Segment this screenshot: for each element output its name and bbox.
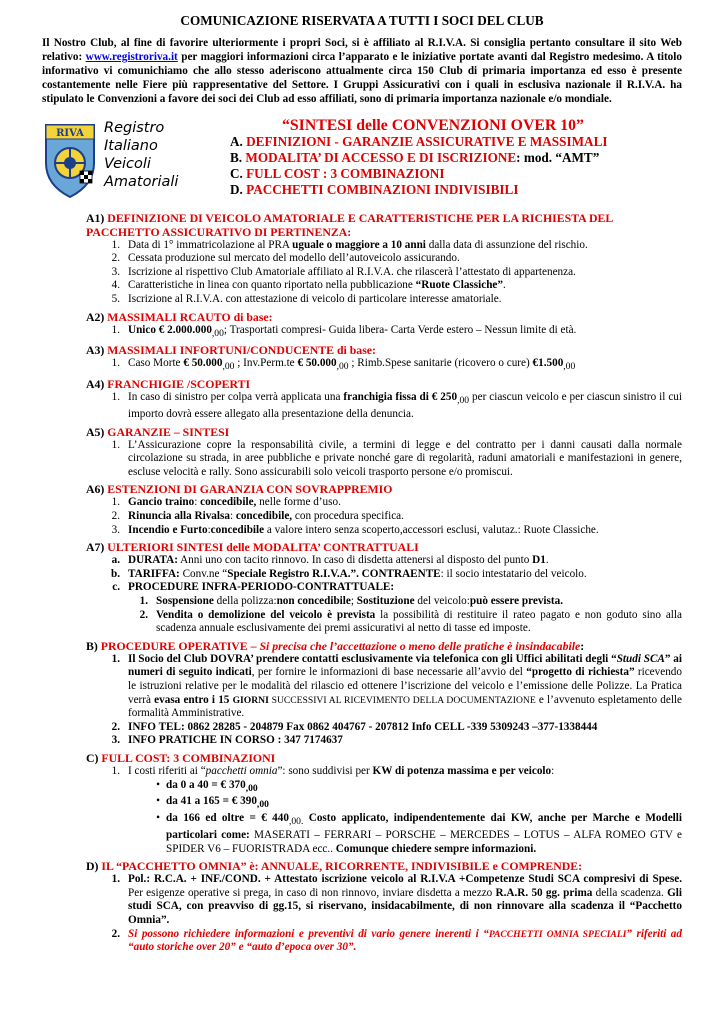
section-a2-heading: A2) MASSIMALI RCAUTO di base: [86, 309, 273, 324]
header-block [42, 116, 682, 201]
list-item: 2. INFO TEL: 0862 28285 - 204879 Fax 0862 404767 - 207812 Info CELL -339 5309243 –377-1338444 [111, 720, 598, 733]
headline-item: C. FULL COST : 3 COMBINAZIONI [230, 166, 445, 182]
section-b-heading: B) PROCEDURE OPERATIVE – Si precisa che l’accettazione o meno delle pratiche è insindacabile: [86, 638, 585, 653]
headline-list [230, 116, 682, 201]
riva-logo [42, 119, 230, 201]
list-item: 1. In caso di sinistro per colpa verrà applicata una franchigia fissa di € $250_{,00}$ per ciascun veicolo e per ciascun sinistro il cui importo dovrà essere allegato alla presentazione della denuncia. [111, 391, 682, 421]
list-item: 1. Sospensione della polizza:non concedibile; Sostituzione del veicolo:può essere prevista. [139, 595, 564, 607]
logo-wordmark [104, 119, 178, 191]
section-a1-heading: A1) DEFINIZIONE DI VEICOLO AMATORIALE E CARATTERISTICHE PER LA RICHIESTA DEL PACCHETTO ASSICURATIVO DI PERTINENZA: [86, 210, 613, 239]
list-item: 1. Data di 1° immatricolazione al PRA uguale o maggiore a 10 anni dalla data di assunzione del rischio. [111, 238, 588, 251]
list-item: 1. Unico € $2.000.000_{,00}$; Trasportati compresi- Guida libera- Carta Verde estero – Nessun limite di età. [111, 323, 577, 339]
list-item: 3. Incendio e Furto:concedibile a valore intero senza scoperto,accessori esclusi, valutaz.: Ruote Classiche. [111, 523, 599, 536]
list-item: b. TARIFFA: Conv.ne “Speciale Registro R.I.V.A.”. CONTRAENTE: il socio intestatario del veicolo. [110, 567, 587, 580]
riva-shield-icon [42, 119, 98, 199]
list-item: 1. L’Assicurazione copre la responsabilità civile, a termini di legge e del contratto per i danni causati dalla normale circolazione su strada, in aree pubbliche e private nonché gare di regolarità, raduni amatoriali e manifestazioni in genere, escluse velocità e rally. Sono assicurabili solo veicoli trasporto persone e/o promiscui. [111, 438, 682, 478]
logo-line: Registro [104, 119, 165, 136]
bullet-item: • da 0 a 40 = € $370_{,00}$ [156, 778, 258, 794]
section-a4-heading: A4) FRANCHIGIE /SCOPERTI [86, 377, 251, 392]
logo-line: Veicoli [104, 155, 151, 172]
intro-text: Il Nostro Club, al fine di favorire ulteriormente i propri Soci, si è affiliato al R.I.V.A. Si consiglia pertanto consultare il sito Web relativo: [42, 36, 682, 63]
section-d-heading: D) IL “PACCHETTO OMNIA” è: ANNUALE, RICORRENTE, INDIVISIBILE e COMPRENDE: [86, 859, 583, 874]
logo-line: Amatoriali [104, 173, 179, 190]
list-item: c. PROCEDURE INFRA-PERIODO-CONTRATTUALE: [112, 581, 395, 594]
list-item: a. DURATA: Anni uno con tacito rinnovo. In caso di disdetta attenersi al disposto del punto D1. [111, 554, 549, 567]
section-a3-heading: A3) MASSIMALI INFORTUNI/CONDUCENTE di base: [86, 343, 376, 358]
list-item: 3. Iscrizione al rispettivo Club Amatoriale affiliato al R.I.V.A. che rilascerà l’attestato di appartenenza. [111, 265, 576, 278]
intro-text-cont: per maggiori informazioni circa l’apparato e le iniziative portate avanti dal Registro medesimo. A titolo informativo vi comunichiamo che allo stesso aderiscono attualmente circa 150 Club di primaria importanza ed esso è presente costantemente nelle Fiere più rappresentative del Settore. I Gruppi Assicurativi con i quali in esclusiva nazionale il R.I.V.A. ha stipulato le Convenzioni a favore dei soci dei Club ad esso affiliati, sono di primaria importanza nazionale e/o mondiale. [42, 50, 682, 106]
list-item: 2. Vendita o demolizione del veicolo è prevista la possibilità di restituire il rateo pagato e non goduto sino alla scadenza annuale esclusivamente dei premi assicurativi al netto di tasse ed imposte. [139, 608, 682, 635]
logo-badge-text: RIVA [56, 127, 84, 139]
section-a6-heading: A6) ESTENZIONI DI GARANZIA CON SOVRAPPREMIO [86, 482, 393, 497]
bullet-item: • da 41 a 165 = € $390_{,00}$ [156, 795, 269, 811]
bullet-item: • da 166 ed oltre = € $440_{,00.}$ Costo applicato, indipendentemente dai KW, anche per Marche e Modelli particolari come: MASERATI – FERRARI – PORSCHE – MERCEDES – LOTUS – ALFA ROMEO GTV e SPIDER V6 – FUORISTRADA ecc.. Comunque chiedere sempre informazioni. [156, 812, 682, 855]
section-a5-heading: A5) GARANZIE – SINTESI [86, 424, 230, 439]
headline-item: D. PACCHETTI COMBINAZIONI INDIVISIBILI [230, 182, 519, 198]
list-item: 1. Il Socio del Club DOVRA’ prendere contatti esclusivamente via telefonica con gli Uffici abilitati degli “Studi SCA” ai numeri di seguito indicati, per fornire le informazioni di base necessarie all’avvio del “progetto di richiesta” ricevendo le istruzioni relative per le modalità del rilascio ed ottenere l’iscrizione del veicolo e l’emissione delle Polizze. La Pratica verrà evasa entro i 15 GIORNI SUCCESSIVI AL RICEVIMENTO DELLA DOCUMENTAZIONE e l’avvenuto espletamento delle formalità Amministrative. [111, 652, 683, 720]
logo-line: Italiano [104, 137, 158, 154]
document-page [42, 12, 682, 955]
list-item: 4. Caratteristiche in linea con quanto riportato nella pubblicazione “Ruote Classiche”. [111, 279, 506, 292]
headline-item: B. MODALITA’ DI ACCESSO E DI ISCRIZIONE: mod. “AMT” [230, 150, 600, 166]
list-item: 5. Iscrizione al R.I.V.A. con attestazione di veicolo di particolare interesse amatoriale. [111, 292, 502, 305]
page-title: COMUNICAZIONE RISERVATA A TUTTI I SOCI DEL CLUB [180, 13, 544, 28]
headline-item: A. DEFINIZIONI - GARANZIE ASSICURATIVE E MASSIMALI [230, 134, 608, 150]
list-item: 1. Caso Morte € $50.000_{,00}$ ; Inv.Perm.te € $50.000_{,00}$ ; Rimb.Spese sanitarie (ricovero o cure) $€1.500_{,00}$ [111, 357, 576, 373]
list-item: 1. I costi riferiti ai “pacchetti omnia”: sono suddivisi per KW di potenza massima e per veicolo: [111, 764, 555, 777]
section-a7-heading: A7) ULTERIORI SINTESI delle MODALITA’ CONTRATTUALI [86, 540, 419, 555]
riva-website-link[interactable]: www.registroriva.it [85, 50, 178, 63]
intro-paragraph [42, 36, 682, 107]
list-item: 1. Gancio traino: concedibile, nelle forme d’uso. [111, 496, 341, 509]
list-item: 2. Cessata produzione sul mercato del modello dell’autoveicolo assicurando. [111, 252, 460, 265]
list-item: 3. INFO PRATICHE IN CORSO : 347 7174637 [111, 734, 343, 747]
sintesi-title: “SINTESI delle CONVENZIONI OVER 10” [282, 116, 584, 134]
list-item: 2. Si possono richiedere informazioni e preventivi di vario genere inerenti i “PACCHETTI OMNIA SPECIALI” riferiti ad “auto storiche over 20” e “auto d’epoca over 30”. [111, 927, 682, 954]
list-item: 2. Rinuncia alla Rivalsa: concedibile, con procedura specifica. [111, 510, 404, 523]
list-item: 1. Pol.: R.C.A. + INF./COND. + Attestato iscrizione veicolo al R.I.V.A +Competenze Studi SCA compresivi di Spese. Per esigenze operative si prega, in caso di non rinnovo, inviare disdetta a mezzo R.A.R. 50 gg. prima della scadenza. Gli studi SCA, con preavviso di gg.15, si riservano, insidacabilmente, di non rinnovare alla scadenza il “Pacchetto Omnia”. [111, 873, 682, 926]
section-c-heading: C) FULL COST: 3 COMBINAZIONI [86, 750, 276, 765]
section-a1-list [42, 239, 682, 307]
